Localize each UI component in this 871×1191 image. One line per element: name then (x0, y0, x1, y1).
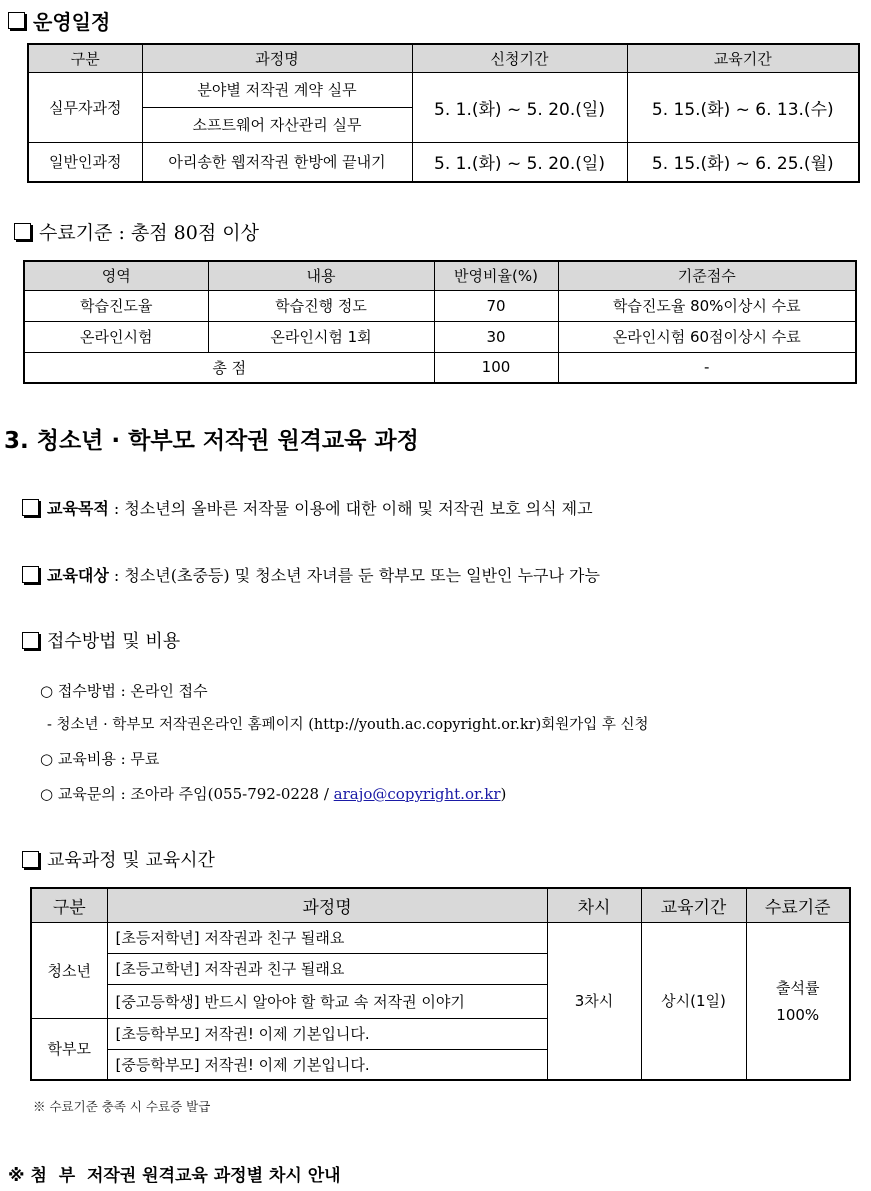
bullet-text: 교육비용 : 무료 (57, 750, 160, 768)
total-value: 100 (434, 352, 558, 383)
purpose-text: : 청소년의 올바른 저작물 이용에 대한 이해 및 저작권 보호 의식 제고 (108, 499, 593, 518)
checkbox-icon (8, 12, 25, 29)
criteria-cell (746, 922, 850, 1080)
table-cell: 온라인시험 60점이상시 수료 (558, 321, 856, 352)
purpose-label: 교육목적 (47, 499, 109, 518)
table-cell: 온라인시험 1회 (208, 321, 434, 352)
course-cell: 분야별 저작권 계약 실무 (142, 72, 412, 107)
total-label: 총 점 (24, 352, 434, 383)
method-heading (22, 627, 180, 653)
attachment-note: ※ 첨 부 저작권 원격교육 과정별 차시 안내 (8, 1166, 341, 1186)
col-header: 신청기간 (412, 44, 627, 72)
col-header: 과정명 (142, 44, 412, 72)
edu-period: 5. 15.(화) ~ 6. 13.(수) (627, 72, 859, 142)
checkbox-icon (22, 499, 39, 516)
apply-period: 5. 1.(화) ~ 5. 20.(일) (412, 142, 627, 182)
col-header: 내용 (208, 261, 434, 290)
checkbox-icon (14, 223, 31, 240)
group-cell: 일반인과정 (28, 142, 142, 182)
table-cell: 학습진행 정도 (208, 290, 434, 321)
sessions-cell: 3차시 (547, 922, 641, 1080)
criteria-value: 100% (776, 1006, 820, 1025)
course-table (30, 887, 851, 1081)
cost-bullet (40, 748, 159, 769)
col-header: 영역 (24, 261, 208, 290)
table-cell: 학습진도율 (24, 290, 208, 321)
circle-bullet-icon: ○ (40, 785, 54, 803)
table-cell: 학습진도율 80%이상시 수료 (558, 290, 856, 321)
section-title: 3. 청소년 · 학부모 저작권 원격교육 과정 (4, 428, 419, 454)
col-header: 기준점수 (558, 261, 856, 290)
table-cell: 온라인시험 (24, 321, 208, 352)
schedule-heading (8, 6, 110, 35)
course-cell: [초등학부모] 저작권! 이제 기본입니다. (107, 1018, 547, 1049)
contact-bullet (40, 783, 506, 804)
col-header: 교육기간 (641, 888, 746, 922)
criteria-table (23, 260, 857, 384)
target-text: : 청소년(초중등) 및 청소년 자녀를 둔 학부모 또는 일반인 누구나 가능 (108, 566, 600, 585)
circle-bullet-icon: ○ (40, 750, 54, 768)
method-detail: - 청소년 · 학부모 저작권온라인 홈페이지 (http://youth.ac.copyright.or.kr)회원가입 후 신청 (47, 717, 649, 733)
bullet-text: 교육문의 : 조아라 주임(055-792-0228 / (57, 785, 334, 803)
total-dash: - (558, 352, 856, 383)
apply-period: 5. 1.(화) ~ 5. 20.(일) (412, 72, 627, 142)
col-header: 과정명 (107, 888, 547, 922)
course-cell: [초등저학년] 저작권과 친구 될래요 (107, 922, 547, 953)
group-cell: 실무자과정 (28, 72, 142, 142)
target-label: 교육대상 (47, 566, 109, 585)
criteria-title: 수료기준 : 총점 80점 이상 (39, 222, 259, 244)
col-header: 차시 (547, 888, 641, 922)
course-cell: 아리송한 웹저작권 한방에 끝내기 (142, 142, 412, 182)
method-bullet (40, 680, 208, 701)
bullet-text: 접수방법 : 온라인 접수 (57, 682, 208, 700)
course-cell: [초등고학년] 저작권과 친구 될래요 (107, 953, 547, 984)
edu-period: 5. 15.(화) ~ 6. 25.(월) (627, 142, 859, 182)
course-heading (22, 846, 215, 872)
col-header: 반영비율(%) (434, 261, 558, 290)
col-header: 교육기간 (627, 44, 859, 72)
schedule-table (27, 43, 860, 183)
criteria-label: 출석률 (776, 979, 820, 998)
method-title: 접수방법 및 비용 (47, 631, 181, 652)
course-title: 교육과정 및 교육시간 (47, 850, 215, 871)
group-cell: 청소년 (31, 922, 107, 1018)
period-cell: 상시(1일) (641, 922, 746, 1080)
course-cell: [중등학부모] 저작권! 이제 기본입니다. (107, 1049, 547, 1080)
group-cell: 학부모 (31, 1018, 107, 1080)
checkbox-icon (22, 632, 39, 649)
purpose-line (22, 496, 593, 519)
course-cell: [중고등학생] 반드시 알아야 할 학교 속 저작권 이야기 (107, 984, 547, 1018)
checkbox-icon (22, 851, 39, 868)
target-line (22, 563, 600, 586)
course-cell: 소프트웨어 자산관리 실무 (142, 107, 412, 142)
col-header: 구분 (28, 44, 142, 72)
course-note: ※ 수료기준 충족 시 수료증 발급 (33, 1099, 211, 1114)
col-header: 구분 (31, 888, 107, 922)
table-cell: 30 (434, 321, 558, 352)
bullet-text: ) (500, 785, 507, 803)
circle-bullet-icon: ○ (40, 682, 54, 700)
criteria-heading (14, 218, 259, 245)
col-header: 수료기준 (746, 888, 850, 922)
schedule-title: 운영일정 (33, 10, 111, 34)
email-link[interactable]: arajo@copyright.or.kr (333, 785, 501, 803)
table-cell: 70 (434, 290, 558, 321)
checkbox-icon (22, 566, 39, 583)
